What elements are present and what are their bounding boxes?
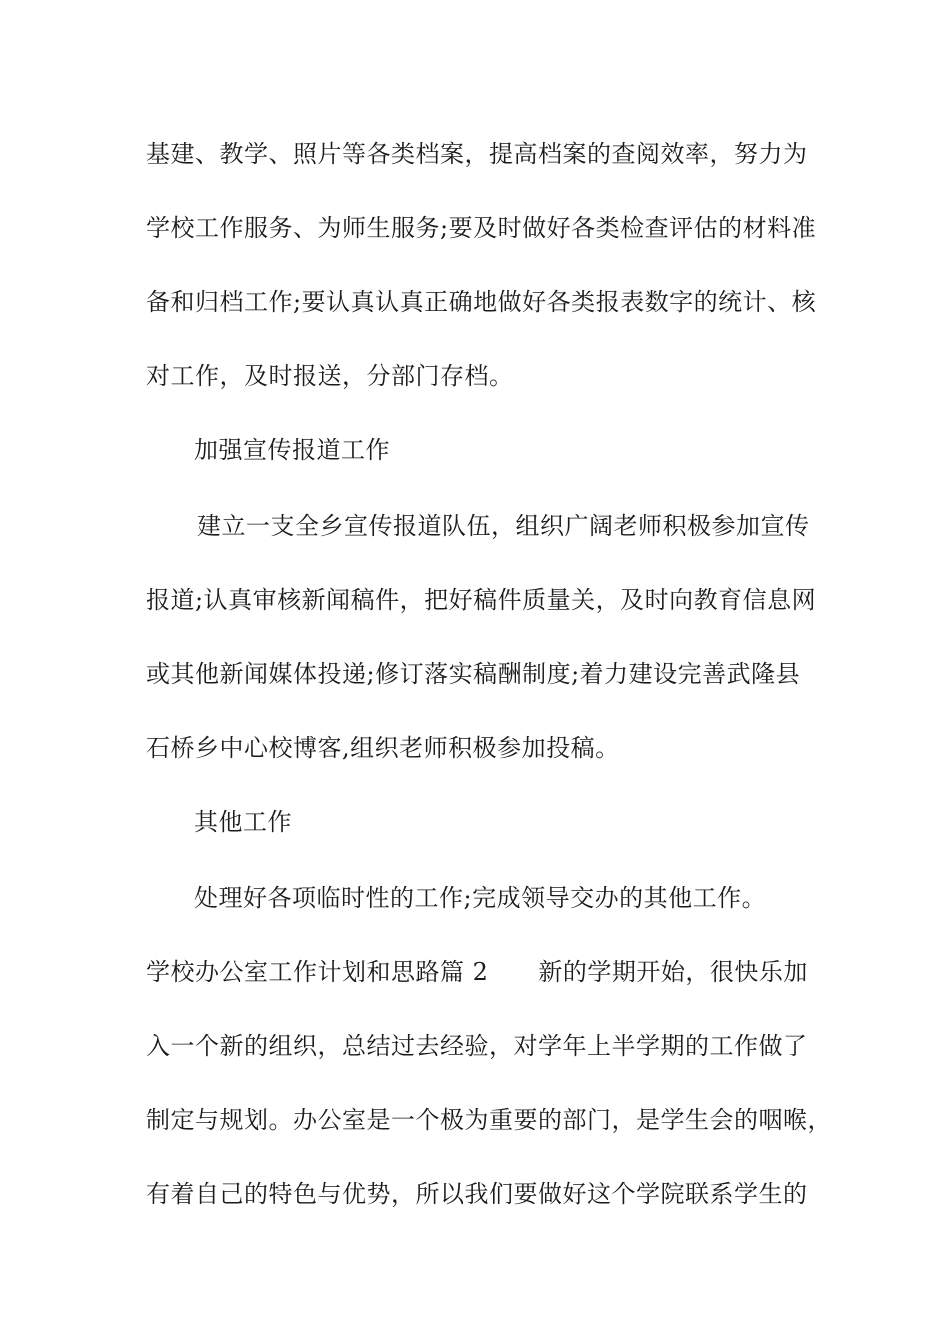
paragraph-line: 建立一支全乡宣传报道队伍，组织广阔老师积极参加宣传 <box>197 512 810 540</box>
paragraph-line: 有着自己的特色与优势，所以我们要做好这个学院联系学生的 <box>146 1180 808 1208</box>
article-title: 学校办公室工作计划和思路篇 2 <box>146 958 489 986</box>
paragraph-line: 或其他新闻媒体投递;修订落实稿酬制度;着力建设完善武隆县 <box>146 660 801 688</box>
paragraph-line: 对工作，及时报送，分部门存档。 <box>146 362 514 390</box>
paragraph-line: 制定与规划。办公室是一个极为重要的部门，是学生会的咽喉， <box>146 1106 832 1134</box>
paragraph-line: 基建、教学、照片等各类档案，提高档案的查阅效率，努力为 <box>146 140 808 168</box>
paragraph-start: 新的学期开始，很快乐加 <box>538 958 808 986</box>
article-heading-line <box>146 956 826 988</box>
section-heading: 加强宣传报道工作 <box>194 436 390 464</box>
paragraph-line: 报道;认真审核新闻稿件，把好稿件质量关，及时向教育信息网 <box>146 586 817 614</box>
section-heading: 其他工作 <box>194 808 292 836</box>
paragraph-line: 备和归档工作;要认真认真正确地做好各类报表数字的统计、核 <box>146 288 817 316</box>
paragraph-line: 石桥乡中心校博客,组织老师积极参加投稿。 <box>146 734 620 762</box>
paragraph-line: 学校工作服务、为师生服务;要及时做好各类检查评估的材料准 <box>146 214 817 242</box>
paragraph-line: 入一个新的组织，总结过去经验，对学年上半学期的工作做了 <box>146 1032 808 1060</box>
paragraph-line: 处理好各项临时性的工作;完成领导交办的其他工作。 <box>194 884 767 912</box>
